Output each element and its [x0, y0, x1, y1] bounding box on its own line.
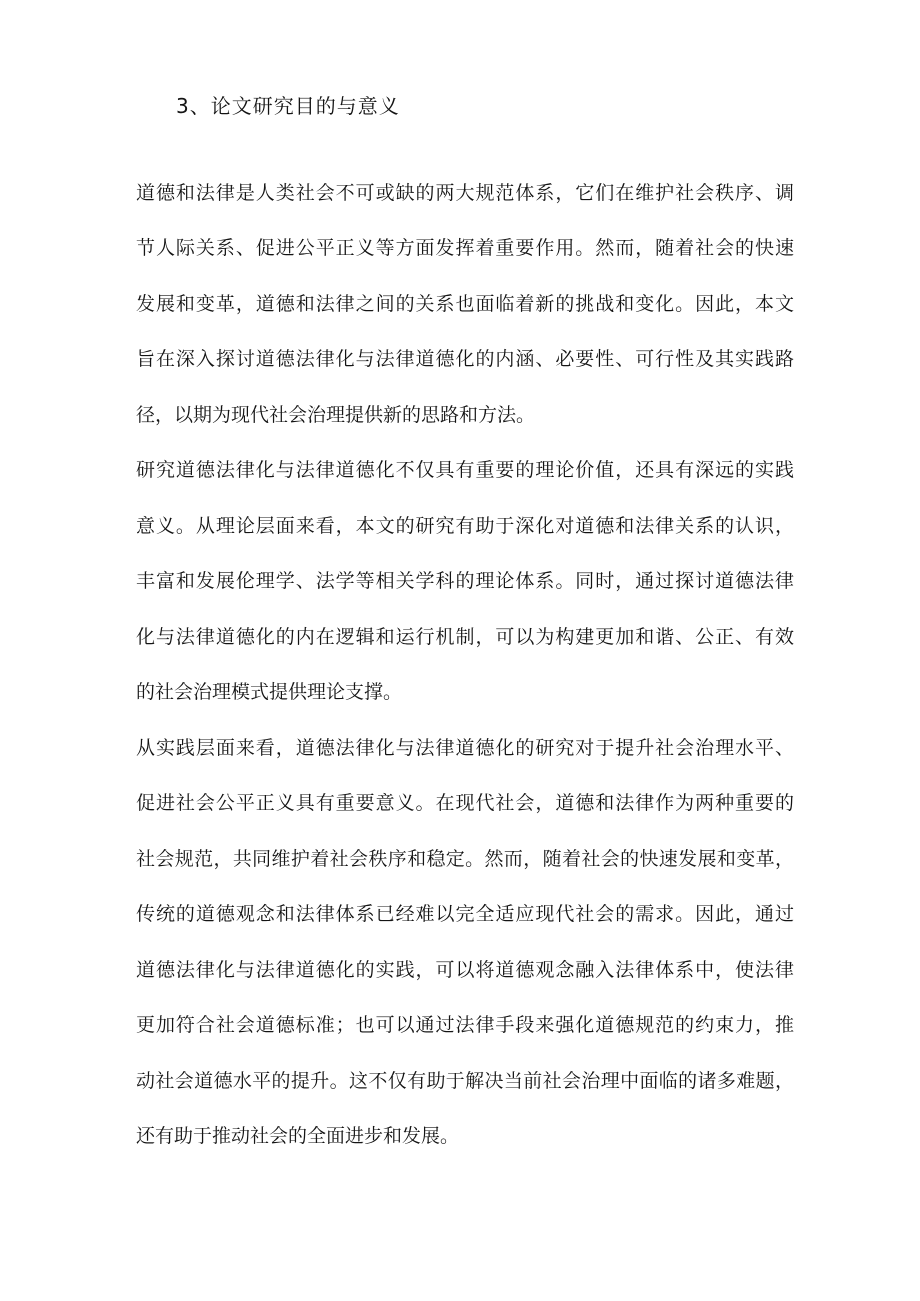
paragraph-3-line-8: 还有助于推动社会的全面进步和发展。	[136, 1125, 460, 1147]
section-heading: 3、论文研究目的与意义	[176, 94, 400, 118]
paragraph-1-line-5: 径，以期为现代社会治理提供新的思路和方法。	[136, 404, 536, 426]
paragraph-3-line-3: 社会规范，共同维护着社会秩序和稳定。然而，随着社会的快速发展和变革，	[136, 848, 794, 870]
paragraph-1-line-2: 节人际关系、促进公平正义等方面发挥着重要作用。然而，随着社会的快速	[136, 237, 794, 259]
paragraph-2-line-1: 研究道德法律化与法律道德化不仅具有重要的理论价值，还具有深远的实践	[136, 459, 794, 481]
paragraph-3-line-6: 更加符合社会道德标准；也可以通过法律手段来强化道德规范的约束力，推	[136, 1014, 794, 1036]
paragraph-3-line-1: 从实践层面来看，道德法律化与法律道德化的研究对于提升社会治理水平、	[136, 737, 794, 759]
paragraph-1-line-1: 道德和法律是人类社会不可或缺的两大规范体系，它们在维护社会秩序、调	[136, 182, 794, 204]
paragraph-2-line-4: 化与法律道德化的内在逻辑和运行机制，可以为构建更加和谐、公正、有效	[136, 626, 794, 648]
paragraph-3-line-2: 促进社会公平正义具有重要意义。在现代社会，道德和法律作为两种重要的	[136, 792, 794, 814]
paragraph-1-line-4: 旨在深入探讨道德法律化与法律道德化的内涵、必要性、可行性及其实践路	[136, 348, 794, 370]
paragraph-2-line-3: 丰富和发展伦理学、法学等相关学科的理论体系。同时，通过探讨道德法律	[136, 570, 794, 592]
paragraph-2-line-5: 的社会治理模式提供理论支撑。	[136, 681, 403, 703]
paragraph-3-line-5: 道德法律化与法律道德化的实践，可以将道德观念融入法律体系中，使法律	[136, 959, 794, 981]
paragraph-3-line-7: 动社会道德水平的提升。这不仅有助于解决当前社会治理中面临的诸多难题，	[136, 1070, 794, 1092]
paragraph-2-line-2: 意义。从理论层面来看，本文的研究有助于深化对道德和法律关系的认识，	[136, 515, 794, 537]
paragraph-3-line-4: 传统的道德观念和法律体系已经难以完全适应现代社会的需求。因此，通过	[136, 903, 794, 925]
paragraph-1-line-3: 发展和变革，道德和法律之间的关系也面临着新的挑战和变化。因此，本文	[136, 293, 794, 315]
